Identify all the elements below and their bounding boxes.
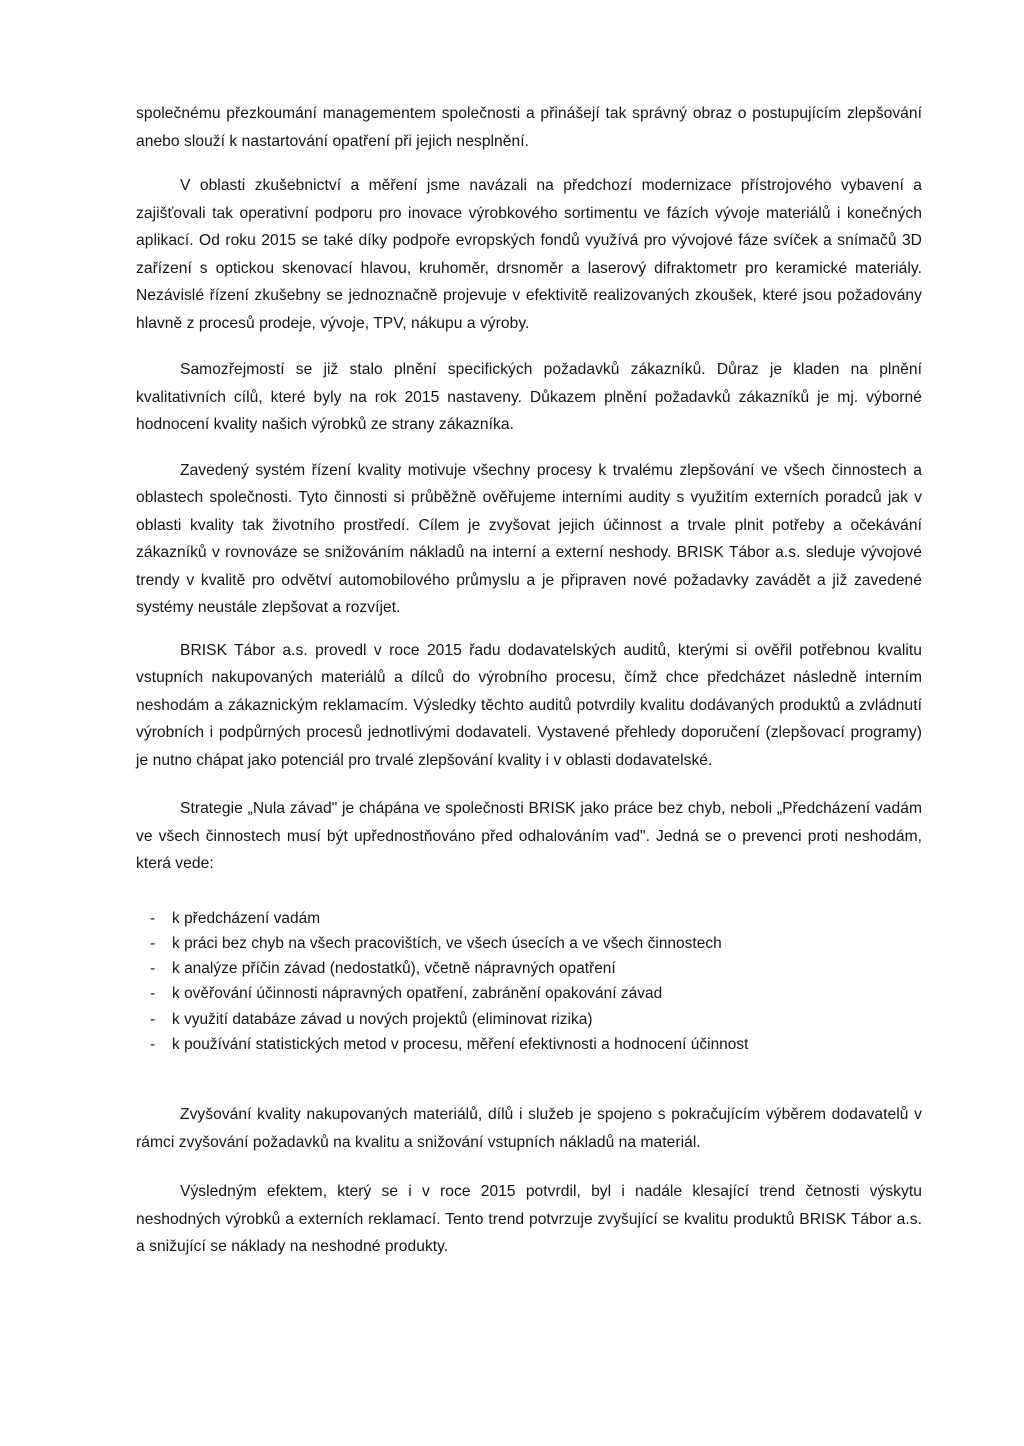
list-dash: - <box>150 985 156 1003</box>
list-item-text: k analýze příčin závad (nedostatků), včetně nápravných opatření <box>172 960 616 978</box>
list-item <box>136 906 922 931</box>
list-item <box>136 956 922 981</box>
list-dash: - <box>150 960 156 978</box>
list-item-text: k předcházení vadám <box>172 909 321 927</box>
document-body <box>136 100 922 1261</box>
list-item <box>136 1032 922 1057</box>
list-item-text: k používání statistických metod v procesu, měření efektivnosti a hodnocení účinnost <box>172 1035 749 1053</box>
list-dash: - <box>150 934 156 952</box>
list-dash: - <box>150 909 156 927</box>
paragraph-customer-requirements: Samozřejmostí se již stalo plnění specifických požadavků zákazníků. Důraz je kladen na plnění kvalitativních cílů, které byly na rok 2015 nastaveny. Důkazem plnění požadavků zákazníků je mj. výborné hodnocení kvality našich výrobků ze strany zákazníka. <box>136 361 922 433</box>
paragraph-final-effect: Výsledným efektem, který se i v roce 2015 potvrdil, byl i nadále klesající trend četnosti výskytu neshodných výrobků a externích reklamací. Tento trend potvrzuje zvyšující se kvalitu produktů BRISK Tábor a.s. a snižující se náklady na neshodné produkty. <box>136 1183 922 1256</box>
list-item-text: k práci bez chyb na všech pracovištích, ve všech úsecích a ve všech činnostech <box>172 934 722 952</box>
paragraph-management-review: společnému přezkoumání managementem společnosti a přinášejí tak správný obraz o postupujícím zlepšování anebo slouží k nastartování opatření při jejich nesplnění. <box>136 105 922 150</box>
list-item <box>136 1007 922 1032</box>
list-item <box>136 981 922 1006</box>
prevention-list <box>136 906 922 1058</box>
list-item-text: k ověřování účinnosti nápravných opatření, zabránění opakování závad <box>172 985 663 1003</box>
paragraph-supplier-audits: BRISK Tábor a.s. provedl v roce 2015 řadu dodavatelských auditů, kterými si ověřil potřebnou kvalitu vstupních nakupovaných materiálů a dílců do výrobního procesu, čímž chce předcházet následně interním neshodám a zákaznickým reklamacím. Výsledky těchto auditů potvrdily kvalitu dodávaných produktů a zvládnutí výrobních i podpůrných procesů jednotlivými dodavateli. Vystavené přehledy doporučení (zlepšovací programy) je nutno chápat jako potenciál pro trvalé zlepšování kvality i v oblasti dodavatelské. <box>136 641 922 769</box>
paragraph-quality-system: Zavedený systém řízení kvality motivuje všechny procesy k trvalému zlepšování ve všech činnostech a oblastech společnosti. Tyto činnosti si průběžně ověřujeme interními audity s využitím externích poradců jak v oblasti kvality tak životního prostředí. Cílem je zvyšovat jejich účinnost a trvale plnit potřeby a očekávání zákazníků v rovnováze se snižováním nákladů na interní a externí neshody. BRISK Tábor a.s. sleduje vývojové trendy v kvalitě pro odvětví automobilového průmyslu a je připraven nové požadavky zavádět a již zavedené systémy neustále zlepšovat a rozvíjet. <box>136 461 922 616</box>
list-item <box>136 931 922 956</box>
list-dash: - <box>150 1010 156 1028</box>
paragraph-purchased-quality: Zvyšování kvality nakupovaných materiálů, dílů i služeb je spojeno s pokračujícím výběrem dodavatelů v rámci zvyšování požadavků na kvalitu a snižování vstupních nákladů na materiál. <box>136 1106 922 1151</box>
list-dash: - <box>150 1035 156 1053</box>
paragraph-zero-defects-strategy: Strategie „Nula závad" je chápána ve společnosti BRISK jako práce bez chyb, neboli „Předcházení vadám ve všech činnostech musí být upřednostňováno před odhalováním vad". Jedná se o prevenci proti neshodám, která vede: <box>136 800 922 872</box>
list-item-text: k využití databáze závad u nových projektů (eliminovat rizika) <box>172 1010 593 1028</box>
paragraph-testing-measurement: V oblasti zkušebnictví a měření jsme navázali na předchozí modernizace přístrojového vybavení a zajišťovali tak operativní podporu pro inovace výrobkového sortimentu ve fázích vývoje materiálů i konečných aplikací. Od roku 2015 se také díky podpoře evropských fondů využívá pro vývojové fáze svíček a snímačů 3D zařízení s optickou skenovací hlavou, kruhoměr, drsnoměr a laserový difraktometr pro keramické materiály. Nezávislé řízení zkušebny se jednoznačně projevuje v efektivitě realizovaných zkoušek, které jsou požadovány hlavně z procesů prodeje, vývoje, TPV, nákupu a výroby. <box>136 177 922 332</box>
